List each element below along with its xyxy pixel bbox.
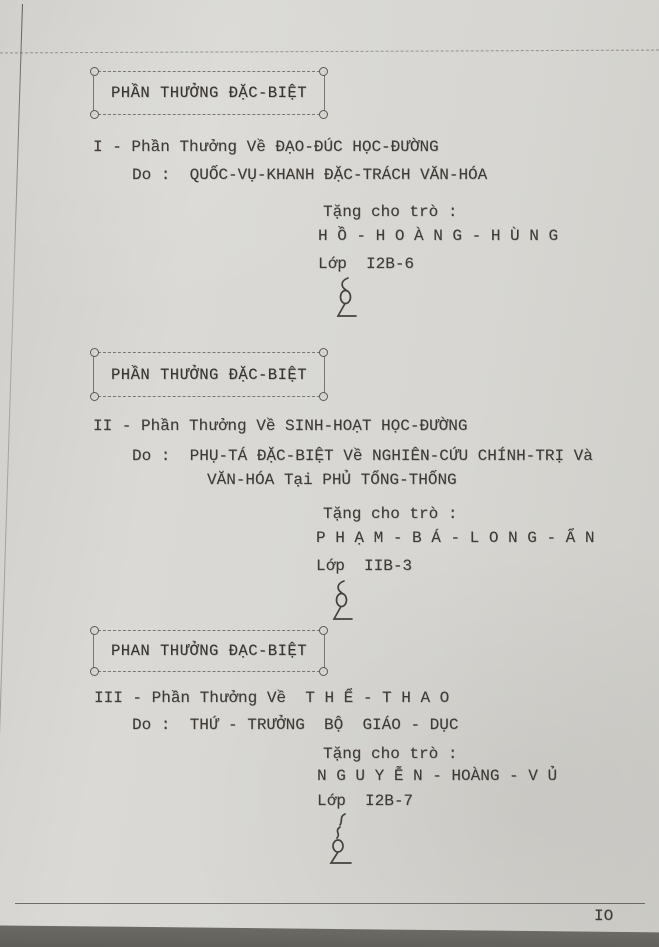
- section-1-gift-intro: Tặng cho trò :: [323, 203, 458, 221]
- flourish-mark-icon: [322, 579, 356, 625]
- corner-dot-icon: [90, 110, 99, 119]
- section-2-recipient-name: P H Ạ M - B Á - L O N G - Ẩ N: [316, 529, 595, 547]
- top-margin-rule: [0, 50, 659, 54]
- corner-dot-icon: [319, 667, 328, 676]
- corner-dot-icon: [90, 348, 99, 357]
- corner-dot-icon: [319, 67, 328, 76]
- award-box-label: PHẦN THƯỞNG ĐẶC-BIỆT: [110, 365, 308, 384]
- corner-dot-icon: [319, 392, 328, 401]
- page-number: IO: [594, 907, 614, 925]
- section-1-class: Lớp I2B-6: [318, 255, 415, 273]
- corner-dot-icon: [319, 348, 328, 357]
- corner-dot-icon: [90, 67, 99, 76]
- section-3-gift-intro: Tặng cho trò :: [323, 745, 458, 763]
- corner-dot-icon: [90, 667, 99, 676]
- corner-dot-icon: [319, 110, 328, 119]
- section-2-donor-line2: VĂN-HÓA Tại PHỦ TỔNG-THỐNG: [207, 471, 457, 489]
- section-2-class: Lớp IIB-3: [316, 557, 413, 575]
- section-3-title: III - Phần Thưởng Về T H Ể - T H A O: [94, 689, 450, 707]
- corner-dot-icon: [90, 626, 99, 635]
- award-box-1: [93, 71, 325, 115]
- corner-dot-icon: [90, 392, 99, 401]
- award-box-label: PHAN THƯỞNG ĐẠC-BIỆT: [110, 642, 308, 660]
- section-3-class: Lớp I2B-7: [317, 792, 414, 810]
- section-2-donor-line1: Do : PHỤ-TÁ ĐẶC-BIỆT Về NGHIÊN-CỨU CHÍNH-TRỊ Và: [132, 447, 593, 465]
- section-1-recipient-name: H Ồ - H O À N G - H Ù N G: [318, 227, 559, 245]
- award-box-3: [93, 630, 325, 672]
- section-3-recipient-name: N G U Y Ễ N - HOÀNG - V Ủ: [317, 767, 558, 785]
- flourish-mark-icon: [320, 813, 356, 867]
- footer-rule: [15, 903, 645, 904]
- scan-edge-band: [0, 925, 659, 947]
- section-2-title: II - Phần Thưởng Về SINH-HOẠT HỌC-ĐƯỜNG: [93, 417, 468, 435]
- corner-dot-icon: [319, 626, 328, 635]
- flourish-mark-icon: [326, 276, 360, 322]
- award-box-2: [93, 352, 325, 397]
- section-1-donor: Do : QUỐC-VỤ-KHANH ĐẶC-TRÁCH VĂN-HÓA: [132, 166, 488, 184]
- award-box-label: PHẦN THƯỞNG ĐẶC-BIỆT: [110, 84, 308, 102]
- section-3-donor: Do : THỨ - TRƯỞNG BỘ GIÁO - DỤC: [132, 716, 459, 734]
- section-2-gift-intro: Tặng cho trò :: [323, 505, 458, 523]
- section-1-title: I - Phần Thưởng Về ĐẠO-ĐÚC HỌC-ĐƯỜNG: [93, 138, 439, 156]
- left-margin-rule: [0, 4, 23, 940]
